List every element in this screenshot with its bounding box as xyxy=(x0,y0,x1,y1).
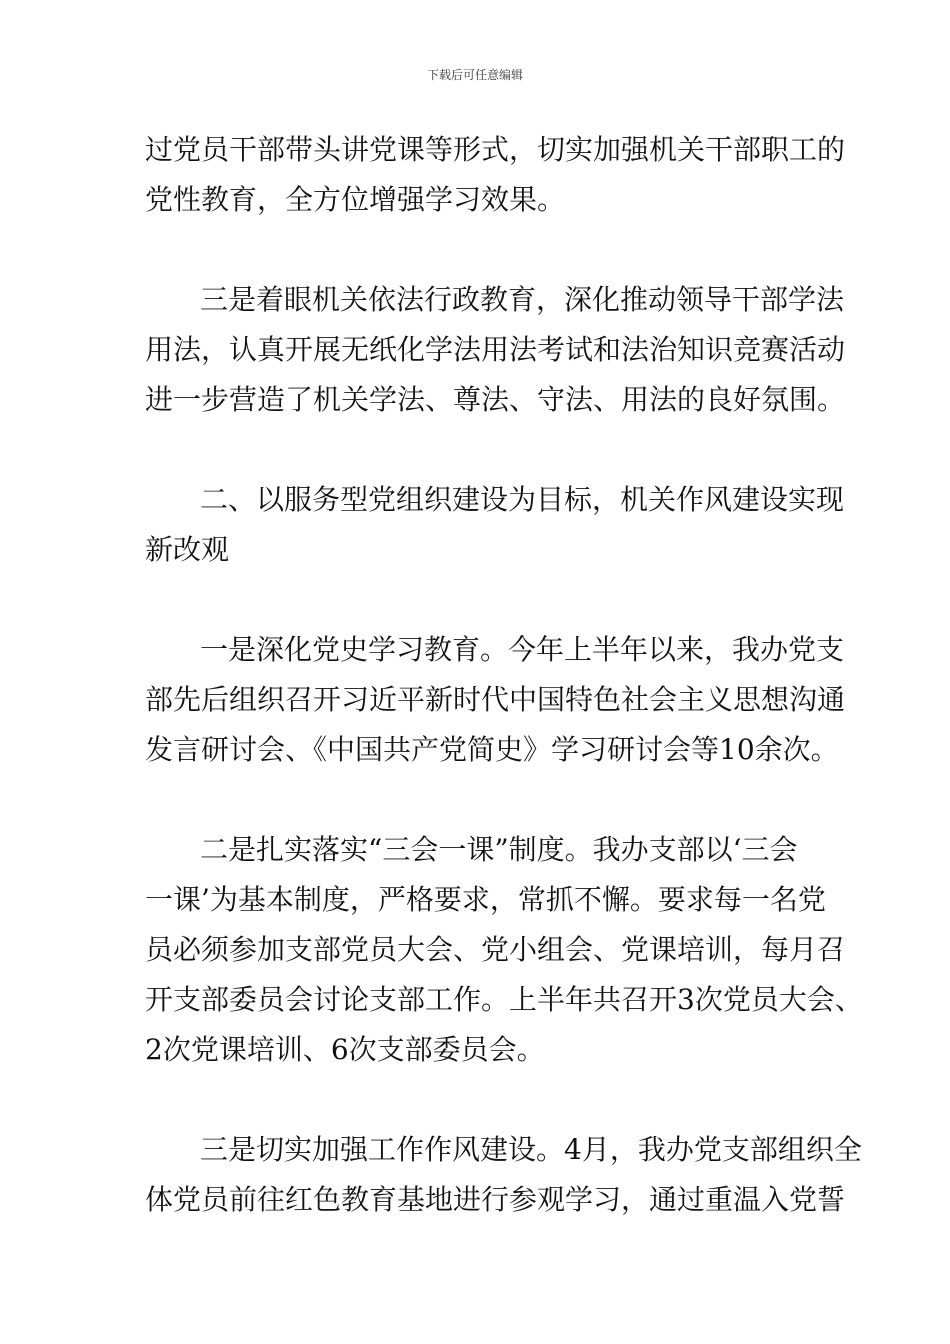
text-line: 开支部委员会讨论支部工作。上半年共召开3次党员大会、 xyxy=(145,983,863,1016)
text-line: 一课’为基本制度，严格要求，常抓不懈。要求每一名党 xyxy=(145,883,826,916)
page-header: 下载后可任意编辑 xyxy=(426,68,523,82)
paragraph-first-line: 三是切实加强工作作风建设。4月，我办党支部组织全 xyxy=(200,1133,862,1166)
text-line: 员必须参加支部党员大会、党小组会、党课培训，每月召 xyxy=(145,933,846,966)
section-heading: 二、以服务型党组织建设为目标，机关作风建设实现 xyxy=(200,483,845,516)
section-heading-continued: 新改观 xyxy=(145,533,230,566)
text-line: 部先后组织召开习近平新时代中国特色社会主义思想沟通 xyxy=(145,683,846,716)
text-line: 过党员干部带头讲党课等形式，切实加强机关干部职工的 xyxy=(145,133,846,166)
text-line: 进一步营造了机关学法、尊法、守法、用法的良好氛围。 xyxy=(145,383,846,416)
text-line: 体党员前往红色教育基地进行参观学习，通过重温入党誓 xyxy=(145,1183,846,1216)
text-line: 用法，认真开展无纸化学法用法考试和法治知识竞赛活动 xyxy=(145,333,846,366)
paragraph-first-line: 三是着眼机关依法行政教育，深化推动领导干部学法 xyxy=(200,283,845,316)
text-line: 2次党课培训、6次支部委员会。 xyxy=(145,1033,545,1066)
paragraph-first-line: 一是深化党史学习教育。今年上半年以来，我办党支 xyxy=(200,633,845,666)
text-line: 发言研讨会、《中国共产党简史》学习研讨会等10余次。 xyxy=(145,733,839,766)
paragraph-first-line: 二是扎实落实“三会一课”制度。我办支部以‘三会 xyxy=(200,833,798,866)
text-line: 党性教育，全方位增强学习效果。 xyxy=(145,183,566,216)
